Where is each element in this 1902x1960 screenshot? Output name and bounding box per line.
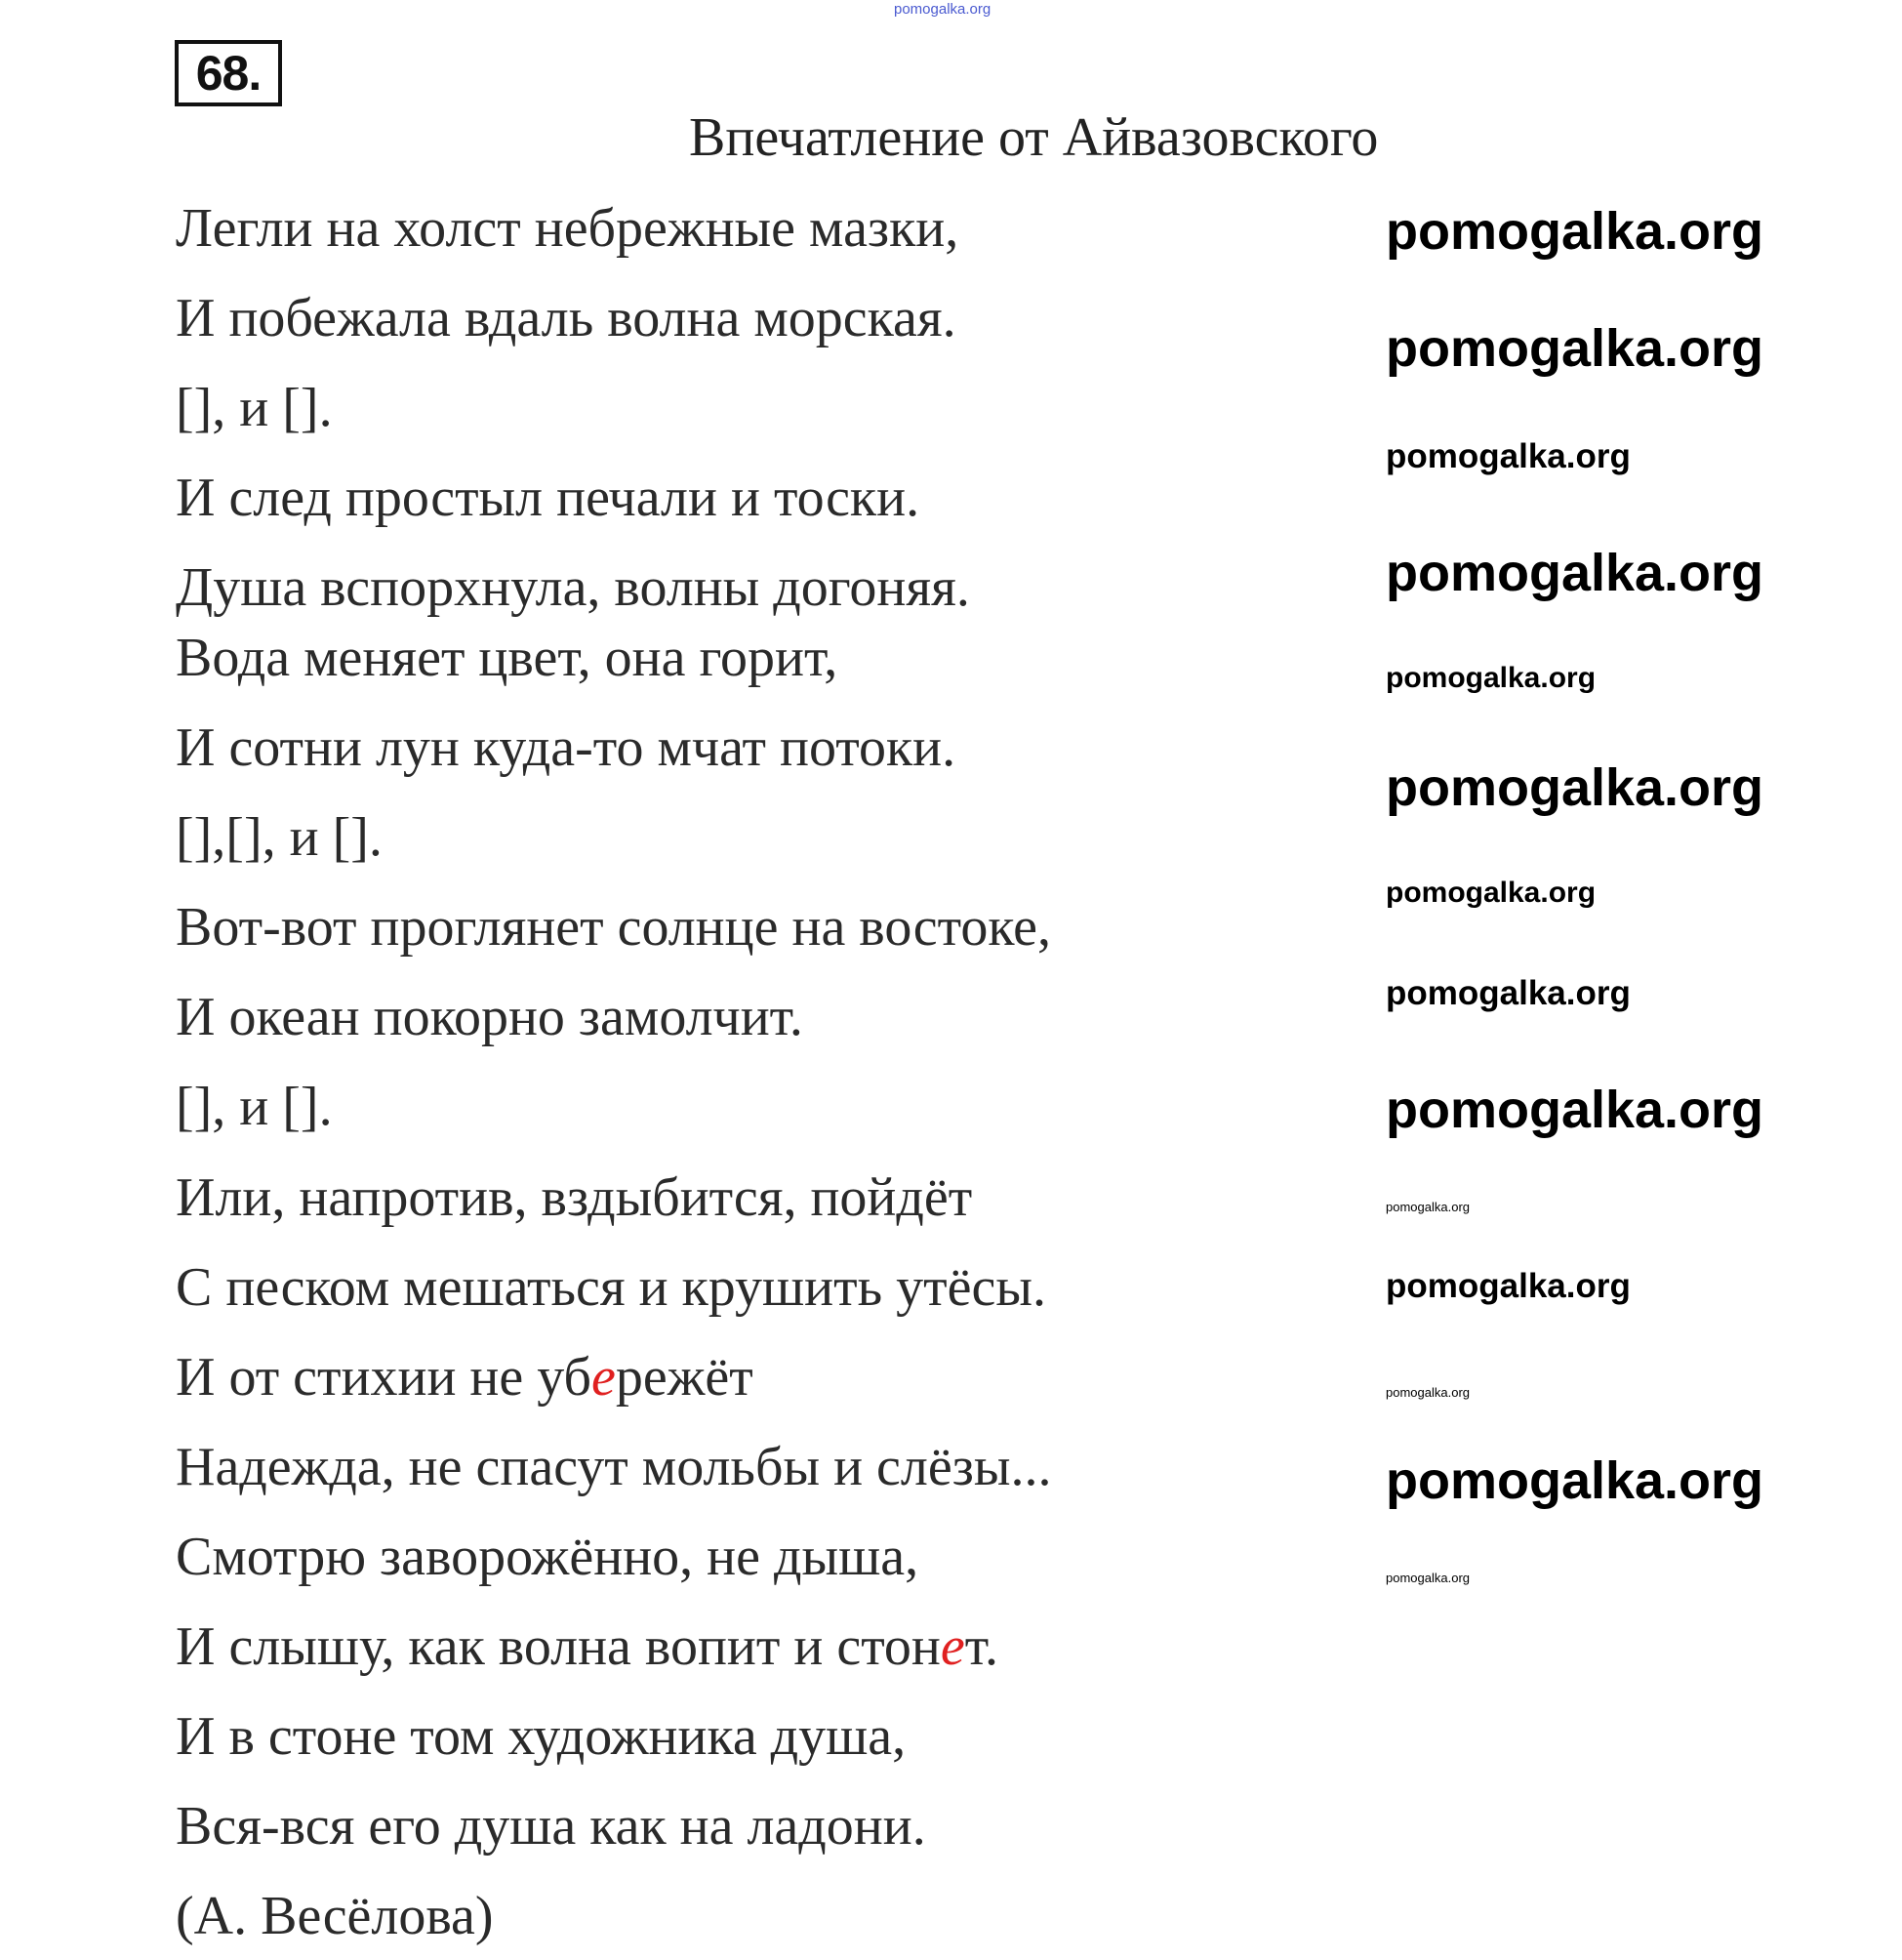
watermark: pomogalka.org [1386,1267,1631,1305]
poem-line: [], и []. [176,378,333,438]
watermark: pomogalka.org [1386,437,1631,475]
watermark: pomogalka.org [1386,544,1764,602]
watermark: pomogalka.org [1386,319,1764,378]
exercise-number: 68. [175,40,282,106]
poem-line: И в стоне том художника душа, [176,1706,907,1767]
poem-line: [], и []. [176,1077,333,1137]
poem-line: Вода меняет цвет, она горит, [176,628,838,688]
poem-line: С песком мешаться и крушить утёсы. [176,1257,1046,1318]
poem-line: Душа вспорхнула, волны догоняя. [176,557,970,618]
watermark: pomogalka.org [1386,1451,1764,1510]
watermark: pomogalka.org [1386,662,1597,694]
poem-line: Вот-вот проглянет солнце на востоке, [176,897,1052,958]
watermark: pomogalka.org [1386,1081,1764,1139]
poem-line: Или, напротив, вздыбится, пойдёт [176,1167,973,1228]
poem-line [176,1346,753,1409]
poem-line: Легли на холст небрежные мазки, [176,198,959,259]
watermark: pomogalka.org [1386,758,1764,817]
line-text: И от стихии не уб [176,1347,591,1408]
highlighted-letter: е [591,1347,616,1408]
poem-line: Смотрю заворожённо, не дыша, [176,1527,919,1587]
poem-line: И побежала вдаль волна морская. [176,288,956,348]
watermark: pomogalka.org [1386,877,1597,909]
watermark: pomogalka.org [1386,1200,1470,1214]
poem-line: Вся-вся его душа как на ладони. [176,1796,926,1857]
poem-line: [],[], и []. [176,807,383,868]
line-text: т. [964,1616,999,1677]
poem-line: И океан покорно замолчит. [176,987,803,1047]
watermark: pomogalka.org [1386,1385,1470,1400]
line-text: И слышу, как волна вопит и стон [176,1616,941,1677]
poem-line: И след простыл печали и тоски. [176,468,920,528]
watermark: pomogalka.org [1386,974,1631,1012]
highlighted-letter: е [940,1616,965,1677]
poem-line: И сотни лун куда-то мчат потоки. [176,717,956,778]
poem-line: Надежда, не спасут мольбы и слёзы... [176,1437,1052,1497]
watermark: pomogalka.org [1386,1571,1470,1585]
line-text: режёт [615,1347,753,1408]
watermark: pomogalka.org [1386,202,1764,261]
poem-author: (А. Весёлова) [176,1886,494,1946]
poem-line [176,1615,998,1678]
watermark: pomogalka.org [894,1,991,18]
poem-title: Впечатление от Айвазовского [689,107,1379,168]
